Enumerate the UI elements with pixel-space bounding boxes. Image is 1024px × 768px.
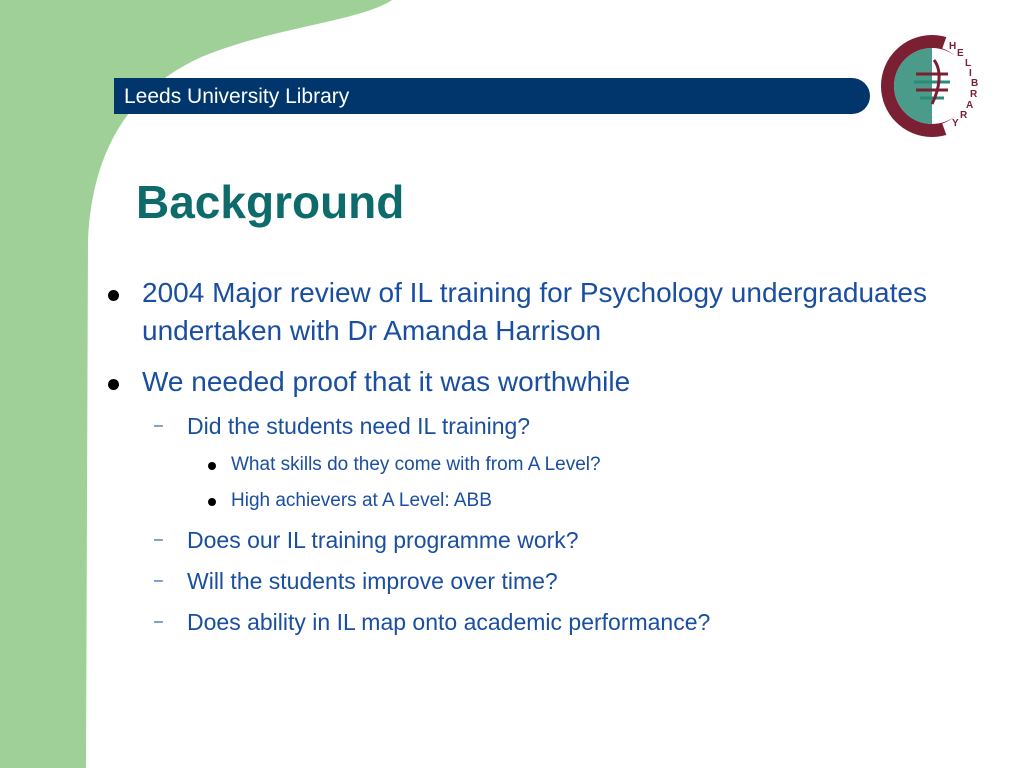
dash-bullet-icon: –	[154, 417, 163, 434]
round-bullet-icon	[208, 462, 216, 470]
sub-bullet-text: Will the students improve over time?	[187, 568, 558, 594]
banner-title: Leeds University Library	[124, 85, 350, 108]
header-banner	[114, 78, 870, 114]
sub-bullet-text: Does our IL training programme work?	[187, 527, 579, 553]
sub-sub-bullet-text: High achievers at A Level: ABB	[231, 490, 492, 511]
dash-bullet-icon: –	[154, 572, 163, 589]
sub-sub-bullet-text: What skills do they come with from A Level?	[231, 454, 601, 475]
dash-bullet-icon: –	[154, 531, 163, 548]
sub-bullet-text: Did the students need IL training?	[187, 413, 531, 439]
sub-bullet-text: Does ability in IL map onto academic performance?	[187, 609, 711, 635]
bullet-text: 2004 Major review of IL training for Psychology undergraduates undertaken with Dr Amanda Harrison	[142, 277, 927, 346]
round-bullet-icon	[108, 379, 119, 390]
round-bullet-icon	[208, 498, 216, 506]
library-logo-icon	[876, 30, 996, 142]
dash-bullet-icon: –	[154, 613, 163, 630]
svg-text:T H E L: T H E L I B R A R Y	[940, 36, 979, 129]
round-bullet-icon	[108, 290, 119, 301]
slide-title: Background	[136, 176, 405, 228]
bullet-text: We needed proof that it was worthwhile	[142, 366, 631, 397]
